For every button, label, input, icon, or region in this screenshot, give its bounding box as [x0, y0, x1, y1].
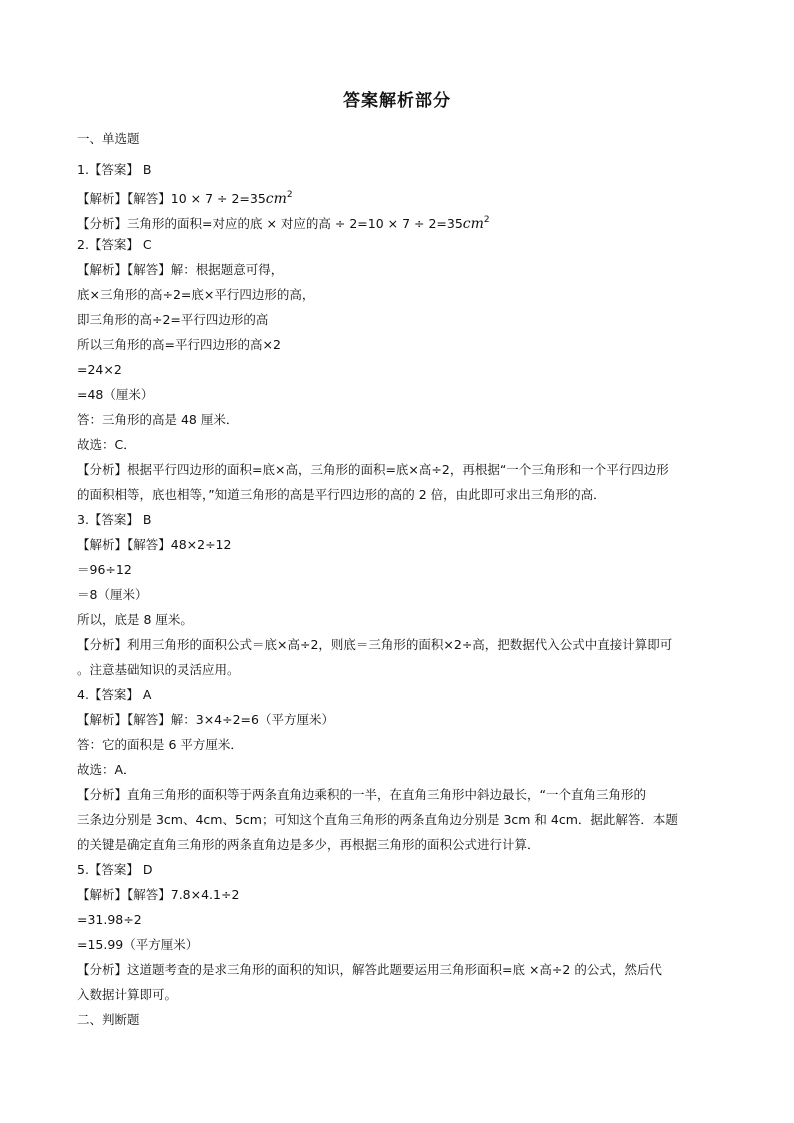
text-line	[77, 912, 142, 928]
line-text: 3.【答案】 B	[77, 512, 152, 527]
text-line	[77, 287, 314, 303]
line-text: 的关键是确定直角三角形的两条直角边是多少，再根据三角形的面积公式进行计算．	[77, 837, 540, 852]
line-text: 2.【答案】 C	[77, 237, 152, 252]
line-text: 【解析】【解答】7.8×4.1÷2	[77, 887, 240, 902]
line-text: =31.98÷2	[77, 912, 142, 927]
line-text: =48（厘米）	[77, 387, 154, 402]
line-text: 【解析】【解答】解：根据题意可得，	[77, 262, 284, 277]
line-text: 【分析】这道题考查的是求三角形的面积的知识，解答此题要运用三角形面积=底 ×高÷2 的公式，然后代	[77, 962, 662, 977]
text-line	[77, 687, 151, 703]
text-line	[77, 262, 283, 278]
text-line	[77, 762, 136, 778]
line-text: 【解析】【解答】解：3×4÷2=6（平方厘米）	[77, 712, 334, 727]
text-line	[77, 162, 151, 178]
text-line	[77, 662, 240, 678]
text-line	[77, 737, 243, 753]
text-line	[77, 562, 132, 578]
line-text: 【分析】直角三角形的面积等于两条直角边乘积的一半，在直角三角形中斜边最长，“一个直角三角形的	[77, 787, 646, 802]
text-line	[77, 962, 662, 978]
text-line	[77, 887, 239, 903]
line-text: 所以，底是 8 厘米。	[77, 612, 193, 627]
line-text: 【解析】【解答】10 × 7 ÷ 2=35	[77, 191, 266, 206]
text-line	[77, 837, 540, 853]
line-text: ＝8（厘米）	[77, 587, 148, 602]
text-line	[77, 437, 136, 453]
line-text: 【分析】利用三角形的面积公式＝底×高÷2，则底＝三角形的面积×2÷高，把数据代入公式中直接计算即可	[77, 637, 673, 652]
text-line	[77, 362, 122, 378]
line-text: 【解析】【解答】48×2÷12	[77, 537, 232, 552]
text-line	[77, 637, 672, 653]
line-text: 底×三角形的高÷2=底×平行四边形的高，	[77, 287, 315, 302]
line-text: 即三角形的高÷2=平行四边形的高	[77, 312, 269, 327]
unit-exponent: 2	[483, 215, 490, 225]
text-line	[77, 512, 151, 528]
line-text: 故选：C．	[77, 437, 136, 452]
line-text: 。注意基础知识的灵活应用。	[77, 662, 240, 677]
text-line	[77, 337, 281, 353]
line-text: 【分析】三角形的面积=对应的底 × 对应的高 ÷ 2=10 × 7 ÷ 2=35	[77, 216, 463, 231]
text-line	[77, 1012, 140, 1028]
line-text: 入数据计算即可。	[77, 987, 178, 1002]
line-text: 答：它的面积是 6 平方厘米．	[77, 737, 243, 752]
text-line	[77, 862, 153, 878]
text-line	[77, 487, 606, 503]
unit-exponent: 2	[286, 190, 293, 200]
line-text: 5.【答案】 D	[77, 862, 153, 877]
page-title: 答案解析部分	[343, 91, 451, 111]
text-line	[77, 131, 140, 147]
text-line	[77, 387, 153, 403]
text-line	[77, 987, 177, 1003]
line-text: 答：三角形的高是 48 厘米．	[77, 412, 239, 427]
line-text: =15.99（平方厘米）	[77, 937, 199, 952]
text-line	[77, 937, 198, 953]
line-text: 所以三角形的高=平行四边形的高×2	[77, 337, 281, 352]
line-text: 1.【答案】 B	[77, 162, 152, 177]
text-line	[77, 312, 268, 328]
text-line	[77, 812, 678, 828]
text-line	[77, 787, 646, 803]
line-text: =24×2	[77, 362, 122, 377]
text-line	[77, 537, 231, 553]
line-text: 三条边分别是 3cm、4cm、5cm；可知这个直角三角形的两条直角边分别是 3cm 和 4cm．据此解答．本题	[77, 812, 678, 827]
line-text: 故选：A．	[77, 762, 136, 777]
text-line	[77, 412, 238, 428]
line-text: 的面积相等，底也相等，”知道三角形的高是平行四边形的高的 2 倍，由此即可求出三角形的高．	[77, 487, 606, 502]
text-line	[77, 187, 293, 207]
line-text: 二、判断题	[77, 1012, 140, 1027]
text-line	[77, 212, 490, 232]
text-line	[77, 237, 152, 253]
unit-cm: cm	[265, 191, 287, 207]
text-line	[77, 462, 669, 478]
text-line	[77, 712, 334, 728]
line-text: 【分析】根据平行四边形的面积=底×高，三角形的面积=底×高÷2，再根据“一个三角形和一个平行四边形	[77, 462, 669, 477]
unit-cm: cm	[462, 216, 484, 232]
line-text: 4.【答案】 A	[77, 687, 152, 702]
text-line	[77, 612, 193, 628]
line-text: ＝96÷12	[77, 562, 132, 577]
text-line	[77, 587, 147, 603]
line-text: 一、单选题	[77, 131, 140, 146]
